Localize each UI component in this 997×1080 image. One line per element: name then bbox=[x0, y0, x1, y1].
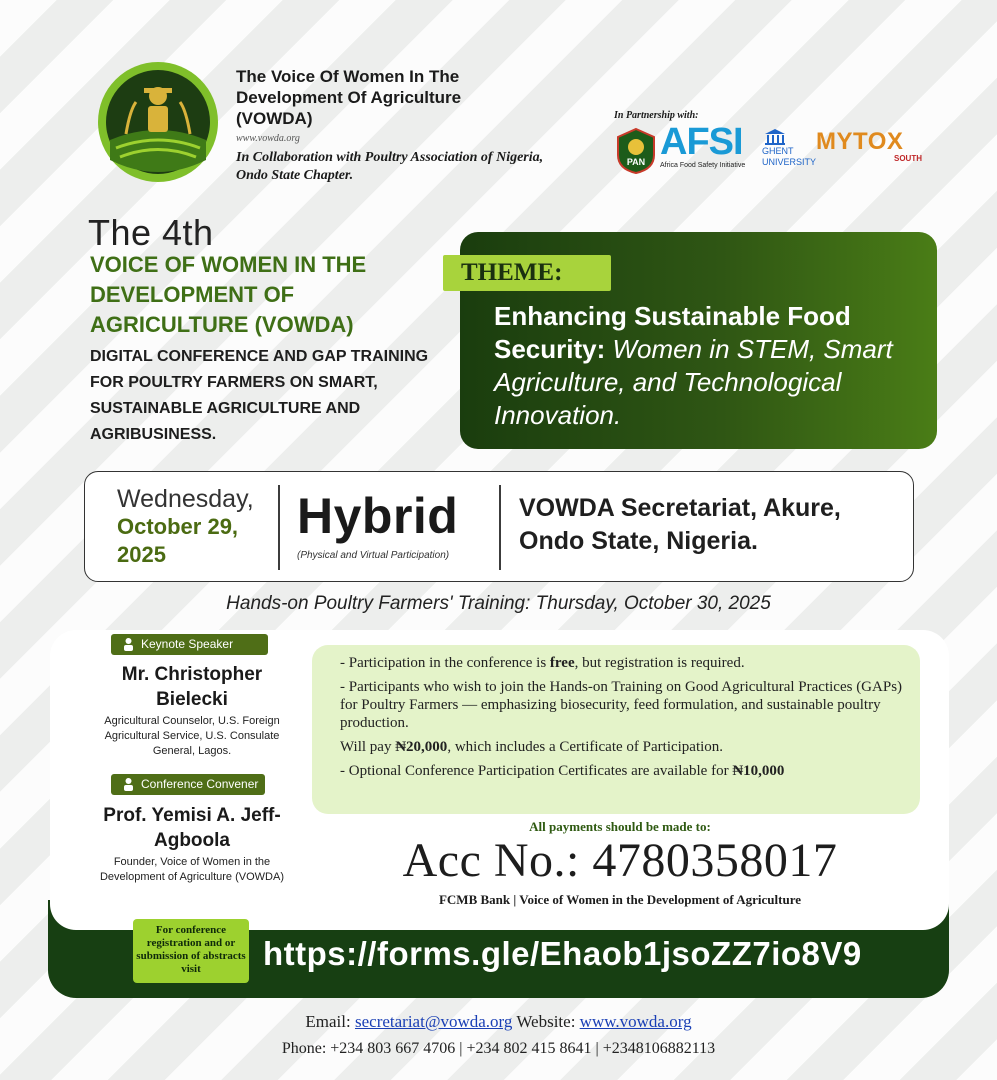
collaboration-text: In Collaboration with Poultry Association of Nigeria, Ondo State Chapter. bbox=[236, 150, 544, 183]
payment-label: All payments should be made to: bbox=[529, 819, 711, 834]
pan-logo: PAN bbox=[616, 127, 656, 175]
training-note: Hands-on Poultry Farmers' Training: Thursday, October 30, 2025 bbox=[226, 593, 771, 614]
convener-role-pill: Conference Convener bbox=[111, 774, 265, 795]
partnership-label: In Partnership with: bbox=[614, 110, 699, 121]
note-free: - Participation in the conference is free, but registration is required. bbox=[340, 655, 745, 671]
divider bbox=[278, 485, 280, 570]
org-website[interactable]: www.vowda.org bbox=[236, 133, 300, 144]
keynote-role-pill: Keynote Speaker bbox=[111, 634, 268, 655]
website-link[interactable]: www.vowda.org bbox=[579, 1012, 692, 1031]
email-link[interactable]: secretariat@vowda.org bbox=[354, 1012, 513, 1031]
note-fee: Will pay ₦20,000, which includes a Certificate of Participation. bbox=[340, 739, 724, 755]
org-title: The Voice Of Women In The Development Of Agriculture (VOWDA) bbox=[236, 67, 462, 128]
keynote-speaker-desc: Agricultural Counselor, U.S. Foreign Agricultural Service, U.S. Consulate General, Lagos. bbox=[104, 715, 280, 757]
participation-notes bbox=[312, 645, 920, 814]
ghent-logo: GHENT UNIVERSITY bbox=[762, 128, 814, 174]
mytox-wordmark: MYTOX bbox=[816, 128, 904, 155]
keynote-speaker-name: Mr. Christopher Bielecki bbox=[121, 664, 263, 710]
event-mode: Hybrid bbox=[297, 488, 459, 544]
event-mode-sub: (Physical and Virtual Participation) bbox=[297, 550, 450, 561]
speaker-icon bbox=[121, 637, 136, 652]
afsi-logo bbox=[660, 122, 762, 180]
afsi-wordmark: AFSI bbox=[660, 121, 743, 163]
divider bbox=[499, 485, 501, 570]
convener-desc: Founder, Voice of Women in the Development of Agriculture (VOWDA) bbox=[99, 856, 284, 883]
mytox-subtitle: SOUTH bbox=[894, 154, 922, 163]
theme-tag: THEME: bbox=[443, 255, 611, 291]
theme-bold: Enhancing Sustainable Food Security: bbox=[494, 301, 851, 364]
footer-contact: Email: secretariat@vowda.org Website: www.vowda.org bbox=[305, 1012, 692, 1031]
theme-text bbox=[494, 300, 924, 432]
mytox-logo bbox=[816, 128, 934, 168]
convener-name: Prof. Yemisi A. Jeff-Agboola bbox=[103, 805, 281, 851]
vowda-logo bbox=[96, 60, 220, 184]
pan-badge-icon bbox=[616, 127, 656, 175]
edition-label: The 4th bbox=[88, 212, 214, 253]
event-date: October 29, 2025 bbox=[117, 514, 239, 567]
bank-details: FCMB Bank | Voice of Women in the Development of Agriculture bbox=[438, 892, 802, 907]
person-icon bbox=[121, 777, 136, 792]
university-icon bbox=[764, 128, 786, 146]
afsi-subtitle: Africa Food Safety Initiative bbox=[660, 162, 746, 169]
event-venue: VOWDA Secretariat, Akure, Ondo State, Nigeria. bbox=[519, 494, 841, 555]
note-certificate: - Optional Conference Participation Certificates are available for ₦10,000 bbox=[340, 763, 785, 779]
registration-prompt: For conference registration and or submission of abstracts visit bbox=[133, 919, 249, 983]
registration-link[interactable]: https://forms.gle/Ehaob1jsoZZ7io8V9 bbox=[263, 935, 862, 972]
event-subtitle: DIGITAL CONFERENCE AND GAP TRAINING FOR POULTRY FARMERS ON SMART, SUSTAINABLE AGRICULTURE AND AGRIBUSINESS. bbox=[90, 348, 429, 443]
note-training: - Participants who wish to join the Hands-on Training on Good Agricultural Practices (GAPs) for Poultry Farmers — emphasizing biosecurity, feed formulation, and sustainable poultry production. bbox=[340, 679, 903, 731]
footer-phone: Phone: +234 803 667 4706 | +234 802 415 8641 | +2348106882113 bbox=[281, 1040, 716, 1057]
account-number: Acc No.: 4780358017 bbox=[402, 834, 838, 887]
theme-italic: Women in STEM, Smart Agriculture, and Technological Innovation. bbox=[494, 334, 893, 430]
event-day: Wednesday, bbox=[117, 485, 254, 513]
event-name: VOICE OF WOMEN IN THE DEVELOPMENT OF AGRICULTURE (VOWDA) bbox=[90, 252, 367, 337]
